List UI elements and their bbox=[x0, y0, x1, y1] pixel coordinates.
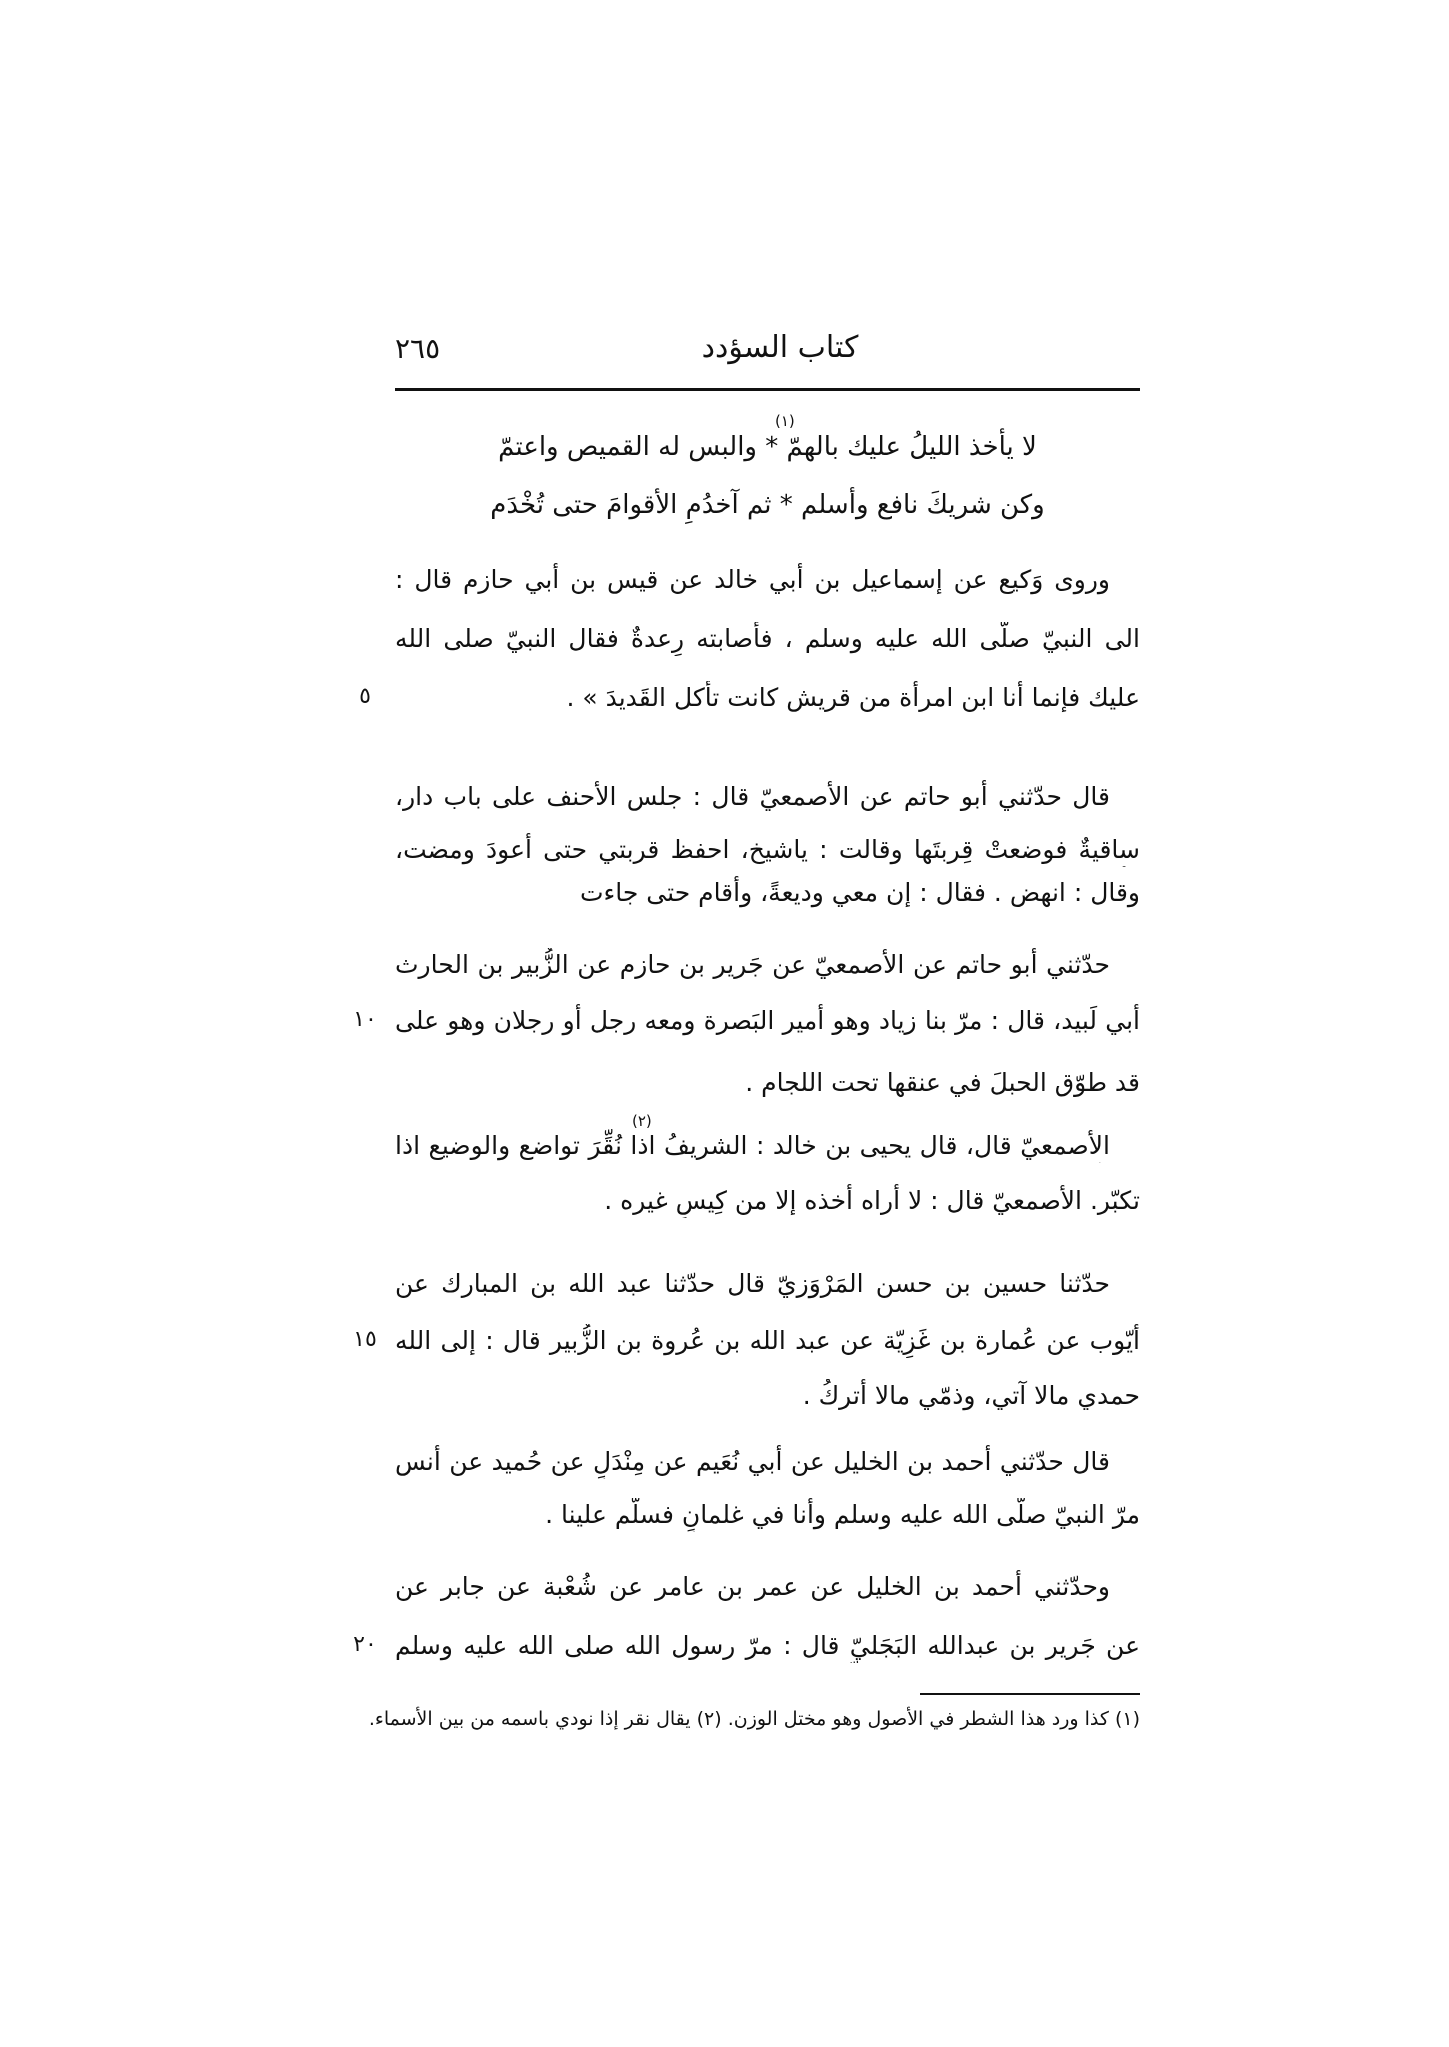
text-line: وروى وَكيع عن إسماعيل بن أبي خالد عن قيس بن أبي حازم قال : bbox=[395, 565, 1110, 594]
text-line: عن جَرير بن عبدالله البَجَليّ قال : مرّ رسول الله صلى الله عليه وسلم bbox=[395, 1631, 1140, 1660]
text-line: مرّ النبيّ صلّى الله عليه وسلم وأنا في غلمانٍ فسلّم علينا . bbox=[545, 1500, 1140, 1529]
text-line: تكبّر. الأصمعيّ قال : لا أُراه أخذه إلا من كِيسِ غيره . bbox=[604, 1186, 1140, 1215]
header-rule bbox=[395, 388, 1140, 391]
footnote-rule bbox=[920, 1693, 1140, 1695]
line-number: ٢٠ bbox=[353, 1632, 377, 1657]
text-line: الأصمعيّ قال، قال يحيى بن خالد : الشريفُ اذا نُقِّرَ تواضع والوضيع اذا bbox=[395, 1131, 1110, 1160]
text-line: أيّوب عن عُمارة بن غَزِيّة عن عبد الله بن عُروة بن الزُّبير قال : إلى الله bbox=[395, 1326, 1140, 1355]
text-line: الى النبيّ صلّى الله عليه وسلم ، فأصابته رِعدةٌ فقال النبيّ صلى الله bbox=[395, 624, 1140, 653]
text-line: قد طوّق الحبلَ في عنقها تحت اللجام . bbox=[745, 1068, 1140, 1097]
footnote-marker-1: (١) bbox=[775, 412, 795, 430]
text-line: قال حدّثني أبو حاتم عن الأصمعيّ قال : جلس الأحنف على باب دار، bbox=[395, 782, 1110, 811]
text-line: وحدّثني أحمد بن الخليل عن عمر بن عامر عن شُعْبة عن جابر عن bbox=[395, 1572, 1110, 1601]
text-line: أبي لَبيد، قال : مرّ بنا زياد وهو أمير البَصرة ومعه رجل أو رجلان وهو على bbox=[395, 1006, 1140, 1035]
line-number: ١٠ bbox=[353, 1007, 377, 1032]
text-line: وقال : انهض . فقال : إن معي وديعةً، وأقام حتى جاءت bbox=[580, 878, 1140, 907]
footnote-marker-2: (٢) bbox=[632, 1112, 652, 1130]
text-line: عليك فإنما أنا ابن امرأة من قريش كانت تأكل القَديدَ » . bbox=[566, 683, 1140, 712]
verse-line: وكن شريكَ نافع وأسلم * ثم آخدُمِ الأقوامَ حتى تُخْدَم bbox=[490, 490, 1045, 520]
line-number: ٥ bbox=[359, 684, 371, 709]
text-line: حدّثني أبو حاتم عن الأصمعيّ عن جَرير بن حازم عن الزُّبير بن الحارث bbox=[395, 950, 1110, 979]
text-line: قال حدّثني أحمد بن الخليل عن أبي نُعَيم عن مِنْدَلٍ عن حُميد عن أنس bbox=[395, 1447, 1110, 1476]
text-line: ساقيةٌ فوضعتْ قِربتَها وقالت : ياشيخ، احفظ قربتي حتى أعودَ ومضت، bbox=[395, 835, 1140, 864]
line-number: ١٥ bbox=[353, 1327, 377, 1352]
page-number: ٢٦٥ bbox=[395, 332, 441, 365]
text-line: حدّثنا حسين بن حسن المَرْوَزيّ قال حدّثنا عبد الله بن المبارك عن bbox=[395, 1269, 1110, 1298]
text-line: حمدي مالا آتي، وذمّي مالا أتركُ . bbox=[802, 1381, 1140, 1410]
footnotes: (١) كذا ورد هذا الشطر في الأصول وهو مختل الوزن. (٢) يقال نقر إذا نودي باسمه من بين الأسماء. bbox=[368, 1708, 1140, 1730]
verse-line: لا يأخذ الليلُ عليك بالهمّ * والبس له القميص واعتمّ bbox=[498, 432, 1037, 462]
running-title: كتاب السؤدد bbox=[701, 330, 859, 365]
